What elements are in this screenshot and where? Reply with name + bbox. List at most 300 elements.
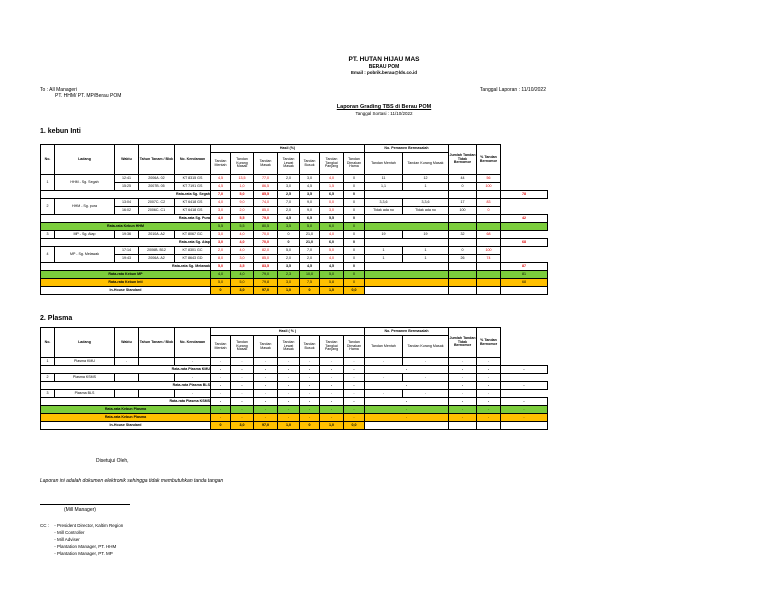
- cell: 85,0: [254, 255, 278, 263]
- cell: [449, 422, 477, 430]
- cell: 2,0: [300, 255, 320, 263]
- cell: -: [300, 358, 320, 366]
- cell: 44: [449, 175, 477, 183]
- cell: -: [344, 374, 365, 382]
- cc-item: - Mill Controller: [54, 530, 85, 535]
- cc-list: [40, 522, 123, 557]
- cell: 2006A. 02: [139, 175, 175, 183]
- cell: -: [211, 382, 231, 390]
- cell: 19:43: [115, 255, 139, 263]
- cell: 0: [344, 263, 365, 271]
- average-row: [41, 239, 548, 247]
- cell: 10,0: [300, 271, 320, 279]
- cell: 0,0: [320, 199, 344, 207]
- cell: -: [449, 414, 477, 422]
- col-lewat-masak: Tandan Lewat Masak: [278, 153, 300, 175]
- table-row: [41, 199, 548, 207]
- cell: [449, 223, 477, 231]
- col-tangkai: Tandan Tangkai Panjang: [320, 336, 344, 358]
- cell: -: [211, 366, 231, 374]
- row-label: Rata-rata Kebun MP: [41, 271, 211, 279]
- row-label: Rata-rata Sg. Melawak: [41, 263, 211, 271]
- average-row: [41, 223, 548, 231]
- average-row: [41, 263, 548, 271]
- cell: -: [211, 406, 231, 414]
- cell: -: [278, 358, 300, 366]
- cell: 17:14: [115, 247, 139, 255]
- cell: -: [449, 406, 477, 414]
- table-row: [41, 247, 548, 255]
- cell: 0: [300, 422, 320, 430]
- cell: 4,0: [320, 255, 344, 263]
- cell: 81: [501, 271, 548, 279]
- col-tahun: Tahun Tanam / Blok: [139, 328, 175, 358]
- cell: [365, 279, 449, 287]
- row-no: 3: [41, 390, 55, 398]
- cell: 3,3,6: [365, 199, 403, 207]
- cell: 68: [477, 231, 501, 239]
- recipient-companies: PT. HHM/ PT. MP/Berau POM: [55, 93, 122, 99]
- cell: 3,3,6: [403, 199, 449, 207]
- section-title-plasma: 2. Plasma: [40, 315, 73, 322]
- cell: -: [211, 390, 231, 398]
- cell: KT 6418 GS: [175, 207, 211, 215]
- cell: 5,0: [211, 279, 231, 287]
- cell: -: [231, 358, 254, 366]
- table-row: [41, 207, 548, 215]
- cell: 4,5: [300, 183, 320, 191]
- cell: 2,0: [211, 247, 231, 255]
- cell: 3,0: [211, 231, 231, 239]
- cell: 4,5: [211, 183, 231, 191]
- cell: 17: [449, 199, 477, 207]
- row-label: In-House Standard: [41, 287, 211, 295]
- cell: -: [365, 406, 449, 414]
- row-label: In-House Standard: [41, 422, 211, 430]
- average-row: [41, 366, 548, 374]
- cell: 2010A. A2: [139, 231, 175, 239]
- cell: 3,0: [300, 175, 320, 183]
- cc-label: CC :: [40, 523, 49, 528]
- cell: 5,0: [278, 247, 300, 255]
- cell: 2006C. C1: [139, 207, 175, 215]
- cell: 0: [278, 231, 300, 239]
- cell: 0: [278, 239, 300, 247]
- cell: -: [501, 414, 548, 422]
- cell: 0,0: [344, 422, 365, 430]
- col-tahun: Tahun Tanam / Blok: [139, 145, 175, 175]
- cell: 2006A. A2: [139, 255, 175, 263]
- cell: 0: [344, 175, 365, 183]
- col-hasil: Hasil (%): [211, 145, 365, 153]
- cell: -: [449, 358, 477, 366]
- cell: 3,5: [278, 263, 300, 271]
- grading-table-plasma: [40, 327, 548, 430]
- cell: 5,5: [211, 223, 231, 231]
- cell: -: [320, 414, 344, 422]
- cell: 0: [344, 279, 365, 287]
- cell: 4,0: [211, 271, 231, 279]
- cell: 97,0: [254, 287, 278, 295]
- cell: [365, 239, 449, 247]
- cell: 0: [344, 255, 365, 263]
- cell: 11: [365, 175, 403, 183]
- cell: -: [365, 382, 449, 390]
- cell: 3,5: [278, 223, 300, 231]
- cell: -: [320, 374, 344, 382]
- table-row: [41, 255, 548, 263]
- cell: [501, 287, 548, 295]
- row-no: 4: [41, 247, 55, 263]
- cell: 82,0: [254, 247, 278, 255]
- col-no: No.: [41, 328, 55, 358]
- cell: -: [449, 382, 477, 390]
- cell: 9,0: [231, 199, 254, 207]
- cell: 12: [403, 175, 449, 183]
- col-bermasalah: No. Pemanen Bermasalah: [365, 328, 449, 336]
- row-ladang: Plasma BLS: [55, 390, 115, 398]
- average-row: [41, 279, 548, 287]
- cell: [449, 287, 477, 295]
- cell: 3,0: [231, 255, 254, 263]
- report-date: Tanggal Laporan : 11/10/2022: [479, 87, 546, 93]
- cell: 0: [344, 223, 365, 231]
- cell: -: [115, 358, 139, 366]
- col-waktu: Waktu: [115, 328, 139, 358]
- standard-row: [41, 287, 548, 295]
- cell: -: [365, 390, 403, 398]
- average-row: [41, 215, 548, 223]
- cell: 32: [449, 231, 477, 239]
- cell: [477, 223, 501, 231]
- cell: -: [320, 398, 344, 406]
- cell: [501, 422, 548, 430]
- cell: [365, 287, 449, 295]
- cell: [477, 287, 501, 295]
- cell: -: [300, 406, 320, 414]
- cell: 0: [477, 207, 501, 215]
- cell: -: [449, 374, 477, 382]
- col-waktu: Waktu: [115, 145, 139, 175]
- cell: 5,8: [320, 279, 344, 287]
- cell: 83,5: [254, 263, 278, 271]
- cell: [449, 239, 477, 247]
- cell: 68: [501, 239, 548, 247]
- unit-name: BERAU POM: [368, 64, 400, 70]
- col-bm-kurang: Tandan Kurang Masak: [403, 153, 449, 175]
- cell: 1,0: [320, 422, 344, 430]
- row-no: 1: [41, 175, 55, 191]
- cell: 3,0: [278, 279, 300, 287]
- cell: 0,0: [344, 287, 365, 295]
- cell: -: [175, 358, 211, 366]
- cell: [365, 422, 449, 430]
- cell: 4,0: [231, 231, 254, 239]
- cell: -: [254, 390, 278, 398]
- cell: 21,0: [300, 239, 320, 247]
- cell: 4,0: [231, 239, 254, 247]
- cell: 2006B. B12: [139, 247, 175, 255]
- cell: -: [231, 366, 254, 374]
- cell: 0: [211, 422, 231, 430]
- col-jumlah: Jumlah Tandan Tidak Bernomor: [449, 328, 477, 358]
- electronic-note: Laporan ini adalah dokumen elektronik sehingga tidak membutuhkan tanda tangan: [40, 478, 224, 484]
- standard-row: [41, 422, 548, 430]
- cell: 1,1: [365, 183, 403, 191]
- cell: [139, 374, 175, 382]
- report-subtitle: Tanggal Sortasi : 11/10/2022: [355, 111, 413, 116]
- cell: -: [344, 358, 365, 366]
- cell: 4,0: [211, 199, 231, 207]
- cell: 13,5: [231, 175, 254, 183]
- cell: -: [278, 366, 300, 374]
- cell: [477, 271, 501, 279]
- cell: 9,0: [300, 199, 320, 207]
- cell: 2,0: [278, 255, 300, 263]
- col-ladang: Ladang: [55, 145, 115, 175]
- cell: [477, 191, 501, 199]
- cell: 5,0: [231, 279, 254, 287]
- cc-item: - Plantation Manager, PT. HHM: [54, 544, 117, 549]
- cell: KT 8067 GC: [175, 231, 211, 239]
- cell: 6,5: [320, 191, 344, 199]
- cell: 1,5: [320, 183, 344, 191]
- col-hasil: Hasil ( % ): [211, 328, 365, 336]
- cell: -: [344, 406, 365, 414]
- cell: KT 7191 GS: [175, 183, 211, 191]
- cell: 3,5: [300, 191, 320, 199]
- cell: 4,5: [278, 215, 300, 223]
- cell: 4,5: [300, 263, 320, 271]
- col-kurang-masak: Tandan Kurang Masak: [231, 153, 254, 175]
- cell: -: [365, 414, 449, 422]
- cell: 74: [477, 255, 501, 263]
- cell: -: [320, 390, 344, 398]
- cell: -: [254, 382, 278, 390]
- cell: 13:04: [115, 199, 139, 207]
- cell: 79,0: [254, 215, 278, 223]
- col-bm-kurang: Tandan Kurang Masak: [403, 336, 449, 358]
- cell: -: [477, 414, 501, 422]
- signature-line: [40, 504, 130, 505]
- col-kendaraan: No. Kendaraan: [175, 145, 211, 175]
- cell: [477, 422, 501, 430]
- col-mentah: Tandan Mentah: [211, 336, 231, 358]
- cell: -: [365, 374, 403, 382]
- average-row: [41, 406, 548, 414]
- cell: 70,0: [254, 239, 278, 247]
- table-row: [41, 175, 548, 183]
- row-ladang: Plasma KSMS: [55, 374, 115, 382]
- cell: 56: [477, 175, 501, 183]
- cell: -: [477, 374, 501, 382]
- cell: [477, 239, 501, 247]
- cell: 5,0: [320, 271, 344, 279]
- cell: [501, 223, 548, 231]
- cell: [477, 279, 501, 287]
- cell: -: [278, 382, 300, 390]
- cell: -: [211, 398, 231, 406]
- cell: 74,0: [254, 199, 278, 207]
- cell: -: [278, 390, 300, 398]
- cell: -: [278, 398, 300, 406]
- col-no: No.: [41, 145, 55, 175]
- cell: 100: [449, 207, 477, 215]
- col-kendaraan: No. Kendaraan: [175, 328, 211, 358]
- cell: -: [278, 374, 300, 382]
- cc-item: - President Director, Kaltim Region: [54, 523, 124, 528]
- cell: 0: [449, 247, 477, 255]
- row-label: Rata-rata Plasma KMU: [41, 366, 211, 374]
- row-ladang: HHM - Sg. pura: [55, 199, 115, 215]
- cell: 2,0: [278, 207, 300, 215]
- cell: [365, 271, 449, 279]
- cell: 0: [344, 215, 365, 223]
- table-row: [41, 231, 548, 239]
- col-tangkai: Tandan Tangkai Panjang: [320, 153, 344, 175]
- cell: 79,8: [254, 279, 278, 287]
- cell: -: [254, 358, 278, 366]
- cell: [365, 263, 449, 271]
- cell: 3,0: [320, 207, 344, 215]
- cell: 2,3: [278, 271, 300, 279]
- cell: KT 8315 GS: [175, 175, 211, 183]
- cell: -: [320, 382, 344, 390]
- col-persen: % Tandan Bernomor: [477, 328, 501, 358]
- cell: 5,5: [231, 215, 254, 223]
- row-label: Rata-rata Sg. Pura: [41, 215, 211, 223]
- cell: 97,0: [254, 422, 278, 430]
- cell: KT 6418 GS: [175, 199, 211, 207]
- row-label: Rata-rata Sg. Segah: [41, 191, 211, 199]
- cell: [477, 263, 501, 271]
- cell: 85,0: [254, 207, 278, 215]
- company-email: Email : pobrik.berau@lds.co.id: [351, 70, 417, 75]
- cell: -: [344, 382, 365, 390]
- col-dimakan: Tandan Dimakan Hama: [344, 336, 365, 358]
- row-no: 3: [41, 231, 55, 239]
- cell: -: [231, 382, 254, 390]
- cell: 80,5: [254, 223, 278, 231]
- cell: 3,0: [231, 287, 254, 295]
- cell: 7,0: [278, 199, 300, 207]
- cell: -: [320, 366, 344, 374]
- cell: 5,0: [211, 263, 231, 271]
- signer-title: (Mill Manager): [64, 507, 96, 513]
- table-row: [41, 374, 548, 382]
- col-mentah: Tandan Mentah: [211, 153, 231, 175]
- cell: 70,0: [254, 231, 278, 239]
- row-no: 1: [41, 358, 55, 366]
- cell: 5,0: [231, 191, 254, 199]
- cell: 0: [449, 183, 477, 191]
- grading-table-inti: [40, 144, 548, 295]
- cell: -: [231, 406, 254, 414]
- cell: [449, 191, 477, 199]
- cell: -: [254, 374, 278, 382]
- cell: [365, 191, 449, 199]
- cell: -: [175, 390, 211, 398]
- cell: -: [231, 414, 254, 422]
- row-label: Rata-rata Plasma KSMS: [41, 398, 211, 406]
- report-title: Laporan Grading TBS di Berau POM: [336, 104, 432, 110]
- cell: -: [211, 374, 231, 382]
- col-jumlah: Jumlah Tandan Tidak Bernomor: [449, 145, 477, 175]
- cell: 78: [501, 191, 548, 199]
- cell: KT 8643 GD: [175, 255, 211, 263]
- approved-by: Disetujui Oleh,: [96, 458, 129, 464]
- cell: [449, 215, 477, 223]
- cell: 4,0: [320, 175, 344, 183]
- cell: -: [254, 406, 278, 414]
- row-label: Rata-rata Kebun Inti: [41, 279, 211, 287]
- cell: 12:41: [115, 175, 139, 183]
- cell: 19:36: [115, 231, 139, 239]
- col-bm-mentah: Tandan Mentah: [365, 153, 403, 175]
- cell: 6,5: [300, 215, 320, 223]
- cell: 2,5: [278, 191, 300, 199]
- cell: 4,0: [211, 215, 231, 223]
- cell: -: [501, 406, 548, 414]
- cell: -: [477, 358, 501, 366]
- cell: 4,0: [231, 271, 254, 279]
- cell: -: [501, 366, 548, 374]
- cell: [449, 271, 477, 279]
- cell: -: [365, 398, 449, 406]
- col-kurang-masak: Tandan Kurang Masak: [231, 336, 254, 358]
- cell: 0: [344, 183, 365, 191]
- cell: 26: [449, 255, 477, 263]
- cell: 1: [365, 255, 403, 263]
- cell: 5,0: [300, 223, 320, 231]
- cell: 5,5: [231, 223, 254, 231]
- cell: 9,0: [300, 207, 320, 215]
- cell: 1,0: [231, 183, 254, 191]
- cell: -: [320, 406, 344, 414]
- cell: -: [403, 358, 449, 366]
- cell: 1: [403, 255, 449, 263]
- cell: -: [477, 398, 501, 406]
- cell: 87: [501, 263, 548, 271]
- col-bermasalah: No. Pemanen Bermasalah: [365, 145, 449, 153]
- row-no: 2: [41, 374, 55, 382]
- cell: 6,0: [320, 239, 344, 247]
- cell: 5,0: [320, 247, 344, 255]
- cell: -: [320, 358, 344, 366]
- cell: -: [477, 406, 501, 414]
- cell: 0: [344, 239, 365, 247]
- cell: -: [344, 398, 365, 406]
- cell: -: [365, 358, 403, 366]
- cell: 4,0: [231, 247, 254, 255]
- cell: -: [449, 398, 477, 406]
- cell: 15:25: [115, 183, 139, 191]
- cell: [449, 263, 477, 271]
- cell: 19: [403, 231, 449, 239]
- cell: 3,0: [231, 422, 254, 430]
- cell: 83: [477, 199, 501, 207]
- cell: 4,5: [320, 263, 344, 271]
- cell: -: [254, 366, 278, 374]
- cell: -: [300, 366, 320, 374]
- cell: -: [365, 366, 449, 374]
- cell: 0: [344, 231, 365, 239]
- col-masak: Tandan Masak: [254, 336, 278, 358]
- row-label: Rata-rata Kebun HHM: [41, 223, 211, 231]
- cell: 0: [211, 287, 231, 295]
- cell: -: [344, 414, 365, 422]
- cell: -: [300, 374, 320, 382]
